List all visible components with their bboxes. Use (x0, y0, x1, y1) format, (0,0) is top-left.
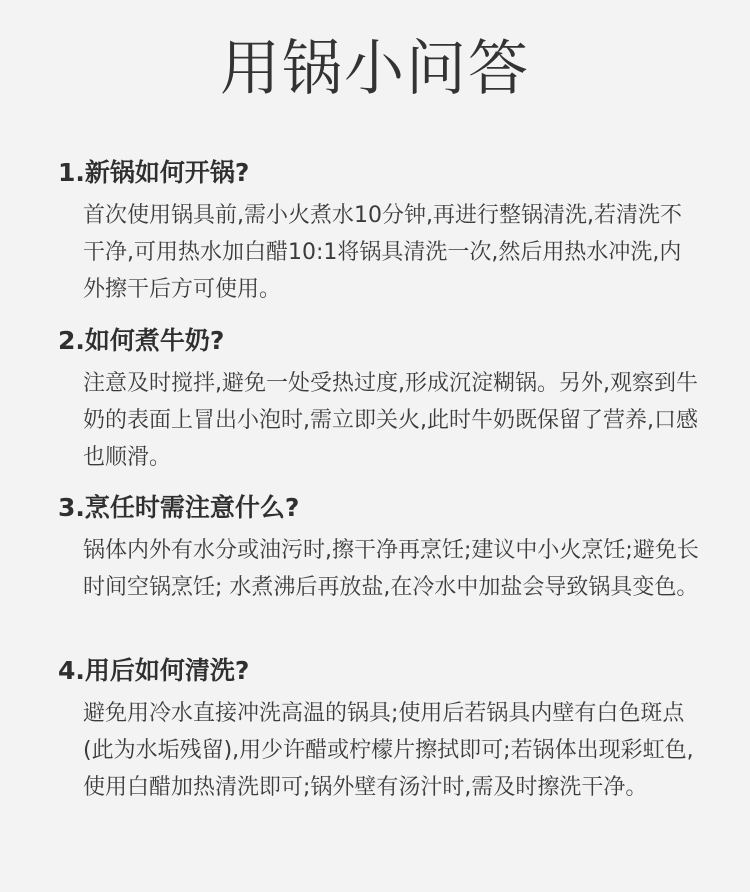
question-heading: 3.烹任时需注意什么? (58, 493, 300, 522)
question-heading: 2.如何煮牛奶? (58, 326, 225, 355)
qa-section-4 (58, 653, 708, 806)
qa-section-1 (58, 155, 708, 308)
answer-text: 注意及时搅拌,避免一处受热过度,形成沉淀糊锅。另外,观察到牛奶的表面上冒出小泡时,需立即关火,此时牛奶既保留了营养,口感也顺滑。 (83, 371, 698, 470)
answer-text: 首次使用锅具前,需小火煮水10分钟,再进行整锅清洗,若清洗不干净,可用热水加白醋10:1将锅具清洗一次,然后用热水冲洗,内外擦干后方可使用。 (83, 203, 682, 302)
question-heading: 1.新锅如何开锅? (58, 158, 250, 187)
answer-text: 锅体内外有水分或油污时,擦干净再烹饪;建议中小火烹饪;避免长时间空锅烹饪; 水煮沸后再放盐,在冷水中加盐会导致锅具变色。 (83, 538, 699, 600)
question-heading: 4.用后如何清洗? (58, 656, 250, 685)
page-title: 用锅小问答 (220, 34, 530, 104)
answer-text: 避免用冷水直接冲洗高温的锅具;使用后若锅具内壁有白色斑点(此为水垢残留),用少许醋或柠檬片擦拭即可;若锅体出现彩虹色,使用白醋加热清洗即可;锅外壁有汤汁时,需及时擦洗干净。 (83, 701, 694, 800)
qa-section-3 (58, 490, 708, 606)
qa-section-2 (58, 323, 708, 476)
